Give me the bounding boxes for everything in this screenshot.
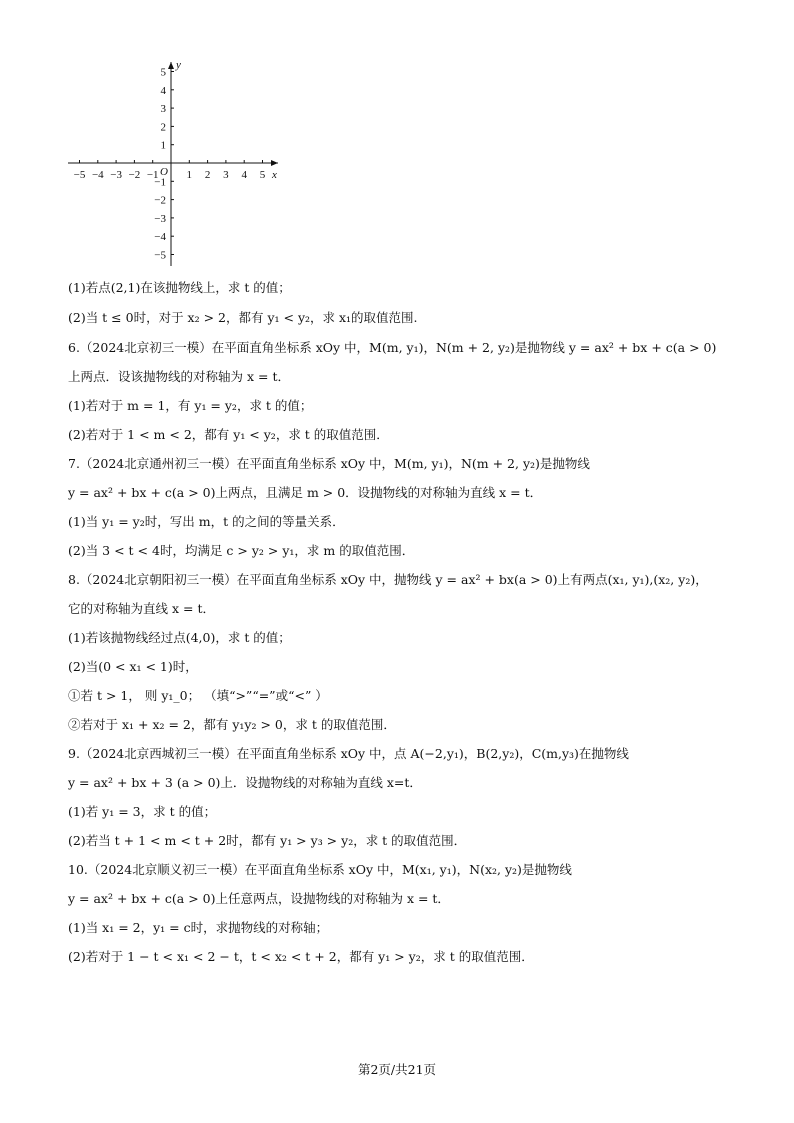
x-tick-label: 4 xyxy=(241,169,247,181)
question-9-part-1: (1)若 y₁ = 3，求 t 的值； xyxy=(68,804,217,819)
question-8-part-2-a: ①若 t > 1， 则 y₁_0； （填“>”“=”或“<” ） xyxy=(68,688,328,703)
question-7-stem: 7.（2024北京通州初三一模）在平面直角坐标系 xOy 中，M(m, y₁)，N(m + 2, y₂)是抛物线 xyxy=(68,456,590,471)
question-9-stem: 9.（2024北京西城初三一模）在平面直角坐标系 xOy 中，点 A(−2,y₁)，B(2,y₂)，C(m,y₃)在抛物线 xyxy=(68,746,629,761)
y-tick-label: 2 xyxy=(160,121,166,134)
y-tick-label: −3 xyxy=(154,212,166,225)
y-tick-label: 5 xyxy=(160,66,166,79)
question-6-part-1: (1)若对于 m = 1，有 y₁ = y₂，求 t 的值； xyxy=(68,398,313,413)
question-6-part-2: (2)若对于 1 < m < 2，都有 y₁ < y₂，求 t 的取值范围． xyxy=(68,427,389,442)
y-tick-label: −4 xyxy=(154,231,166,244)
y-axis-label: y xyxy=(176,59,181,71)
question-9-part-2: (2)若当 t + 1 < m < t + 2时，都有 y₁ > y₃ > y₂，求 t 的取值范围． xyxy=(68,833,467,848)
question-7-part-2: (2)当 3 < t < 4时，均满足 c > y₂ > y₁，求 m 的取值范围． xyxy=(68,543,415,558)
question-5-part-1: (1)若点(2,1)在该抛物线上，求 t 的值； xyxy=(68,280,291,295)
y-tick-label: −2 xyxy=(154,194,166,207)
question-8-part-1: (1)若该抛物线经过点(4,0)，求 t 的值； xyxy=(68,630,291,645)
x-tick-label: 1 xyxy=(186,169,193,181)
x-tick-label: 2 xyxy=(204,169,211,181)
question-5-part-2: (2)当 t ≤ 0时，对于 x₂ > 2，都有 y₁ < y₂，求 x₁的取值范围. xyxy=(68,310,418,325)
origin-label: O xyxy=(160,166,168,178)
question-8-stem: 8.（2024北京朝阳初三一模）在平面直角坐标系 xOy 中，抛物线 y = ax² + bx(a > 0)上有两点(x₁, y₁),(x₂, y₂)， xyxy=(68,572,708,587)
x-axis-arrow xyxy=(271,160,278,166)
question-10-stem-cont: y = ax² + bx + c(a > 0)上任意两点，设抛物线的对称轴为 x = t． xyxy=(68,891,450,906)
question-9-stem-cont: y = ax² + bx + 3 (a > 0)上．设抛物线的对称轴为直线 x=t． xyxy=(68,775,422,790)
x-tick-label: −2 xyxy=(128,169,141,181)
y-axis-arrow xyxy=(168,62,174,69)
y-tick-label: 1 xyxy=(160,139,166,152)
question-7-stem-cont: y = ax² + bx + c(a > 0)上两点，且满足 m > 0．设抛物线的对称轴为直线 x = t． xyxy=(68,485,543,500)
question-6-stem: 6.（2024北京初三一模）在平面直角坐标系 xOy 中，M(m, y₁)，N(m + 2, y₂)是抛物线 y = ax² + bx + c(a > 0) xyxy=(68,340,717,355)
question-8-stem-cont: 它的对称轴为直线 x = t． xyxy=(68,601,215,616)
question-10-part-1: (1)当 x₁ = 2，y₁ = c时，求抛物线的对称轴； xyxy=(68,920,329,935)
question-8-part-2: (2)当(0 < x₁ < 1)时， xyxy=(68,659,198,674)
question-7-part-1: (1)当 y₁ = y₂时，写出 m，t 的之间的等量关系． xyxy=(68,514,345,529)
y-tick-label: −1 xyxy=(154,176,166,189)
question-6-stem-cont: 上两点．设该抛物线的对称轴为 x = t． xyxy=(68,369,290,384)
y-tick-label: 3 xyxy=(160,103,166,116)
coordinate-axes xyxy=(60,58,285,273)
question-10-part-2: (2)若对于 1 − t < x₁ < 2 − t，t < x₂ < t + 2，都有 y₁ > y₂，求 t 的取值范围． xyxy=(68,949,534,964)
page-footer: 第2页/共21页 xyxy=(357,1062,437,1077)
x-tick-label: −5 xyxy=(73,169,86,181)
x-axis-label: x xyxy=(272,169,277,181)
y-tick-label: −5 xyxy=(154,249,166,262)
x-tick-label: 3 xyxy=(223,169,229,181)
x-tick-label: −4 xyxy=(91,169,104,181)
y-tick-label: 4 xyxy=(160,84,166,97)
x-tick-label: −1 xyxy=(146,169,159,181)
question-10-stem: 10.（2024北京顺义初三一模）在平面直角坐标系 xOy 中，M(x₁, y₁)，N(x₂, y₂)是抛物线 xyxy=(68,862,572,877)
x-tick-label: 5 xyxy=(259,169,266,181)
question-8-part-2-b: ②若对于 x₁ + x₂ = 2，都有 y₁y₂ > 0，求 t 的取值范围． xyxy=(68,717,396,732)
x-tick-label: −3 xyxy=(110,169,122,181)
